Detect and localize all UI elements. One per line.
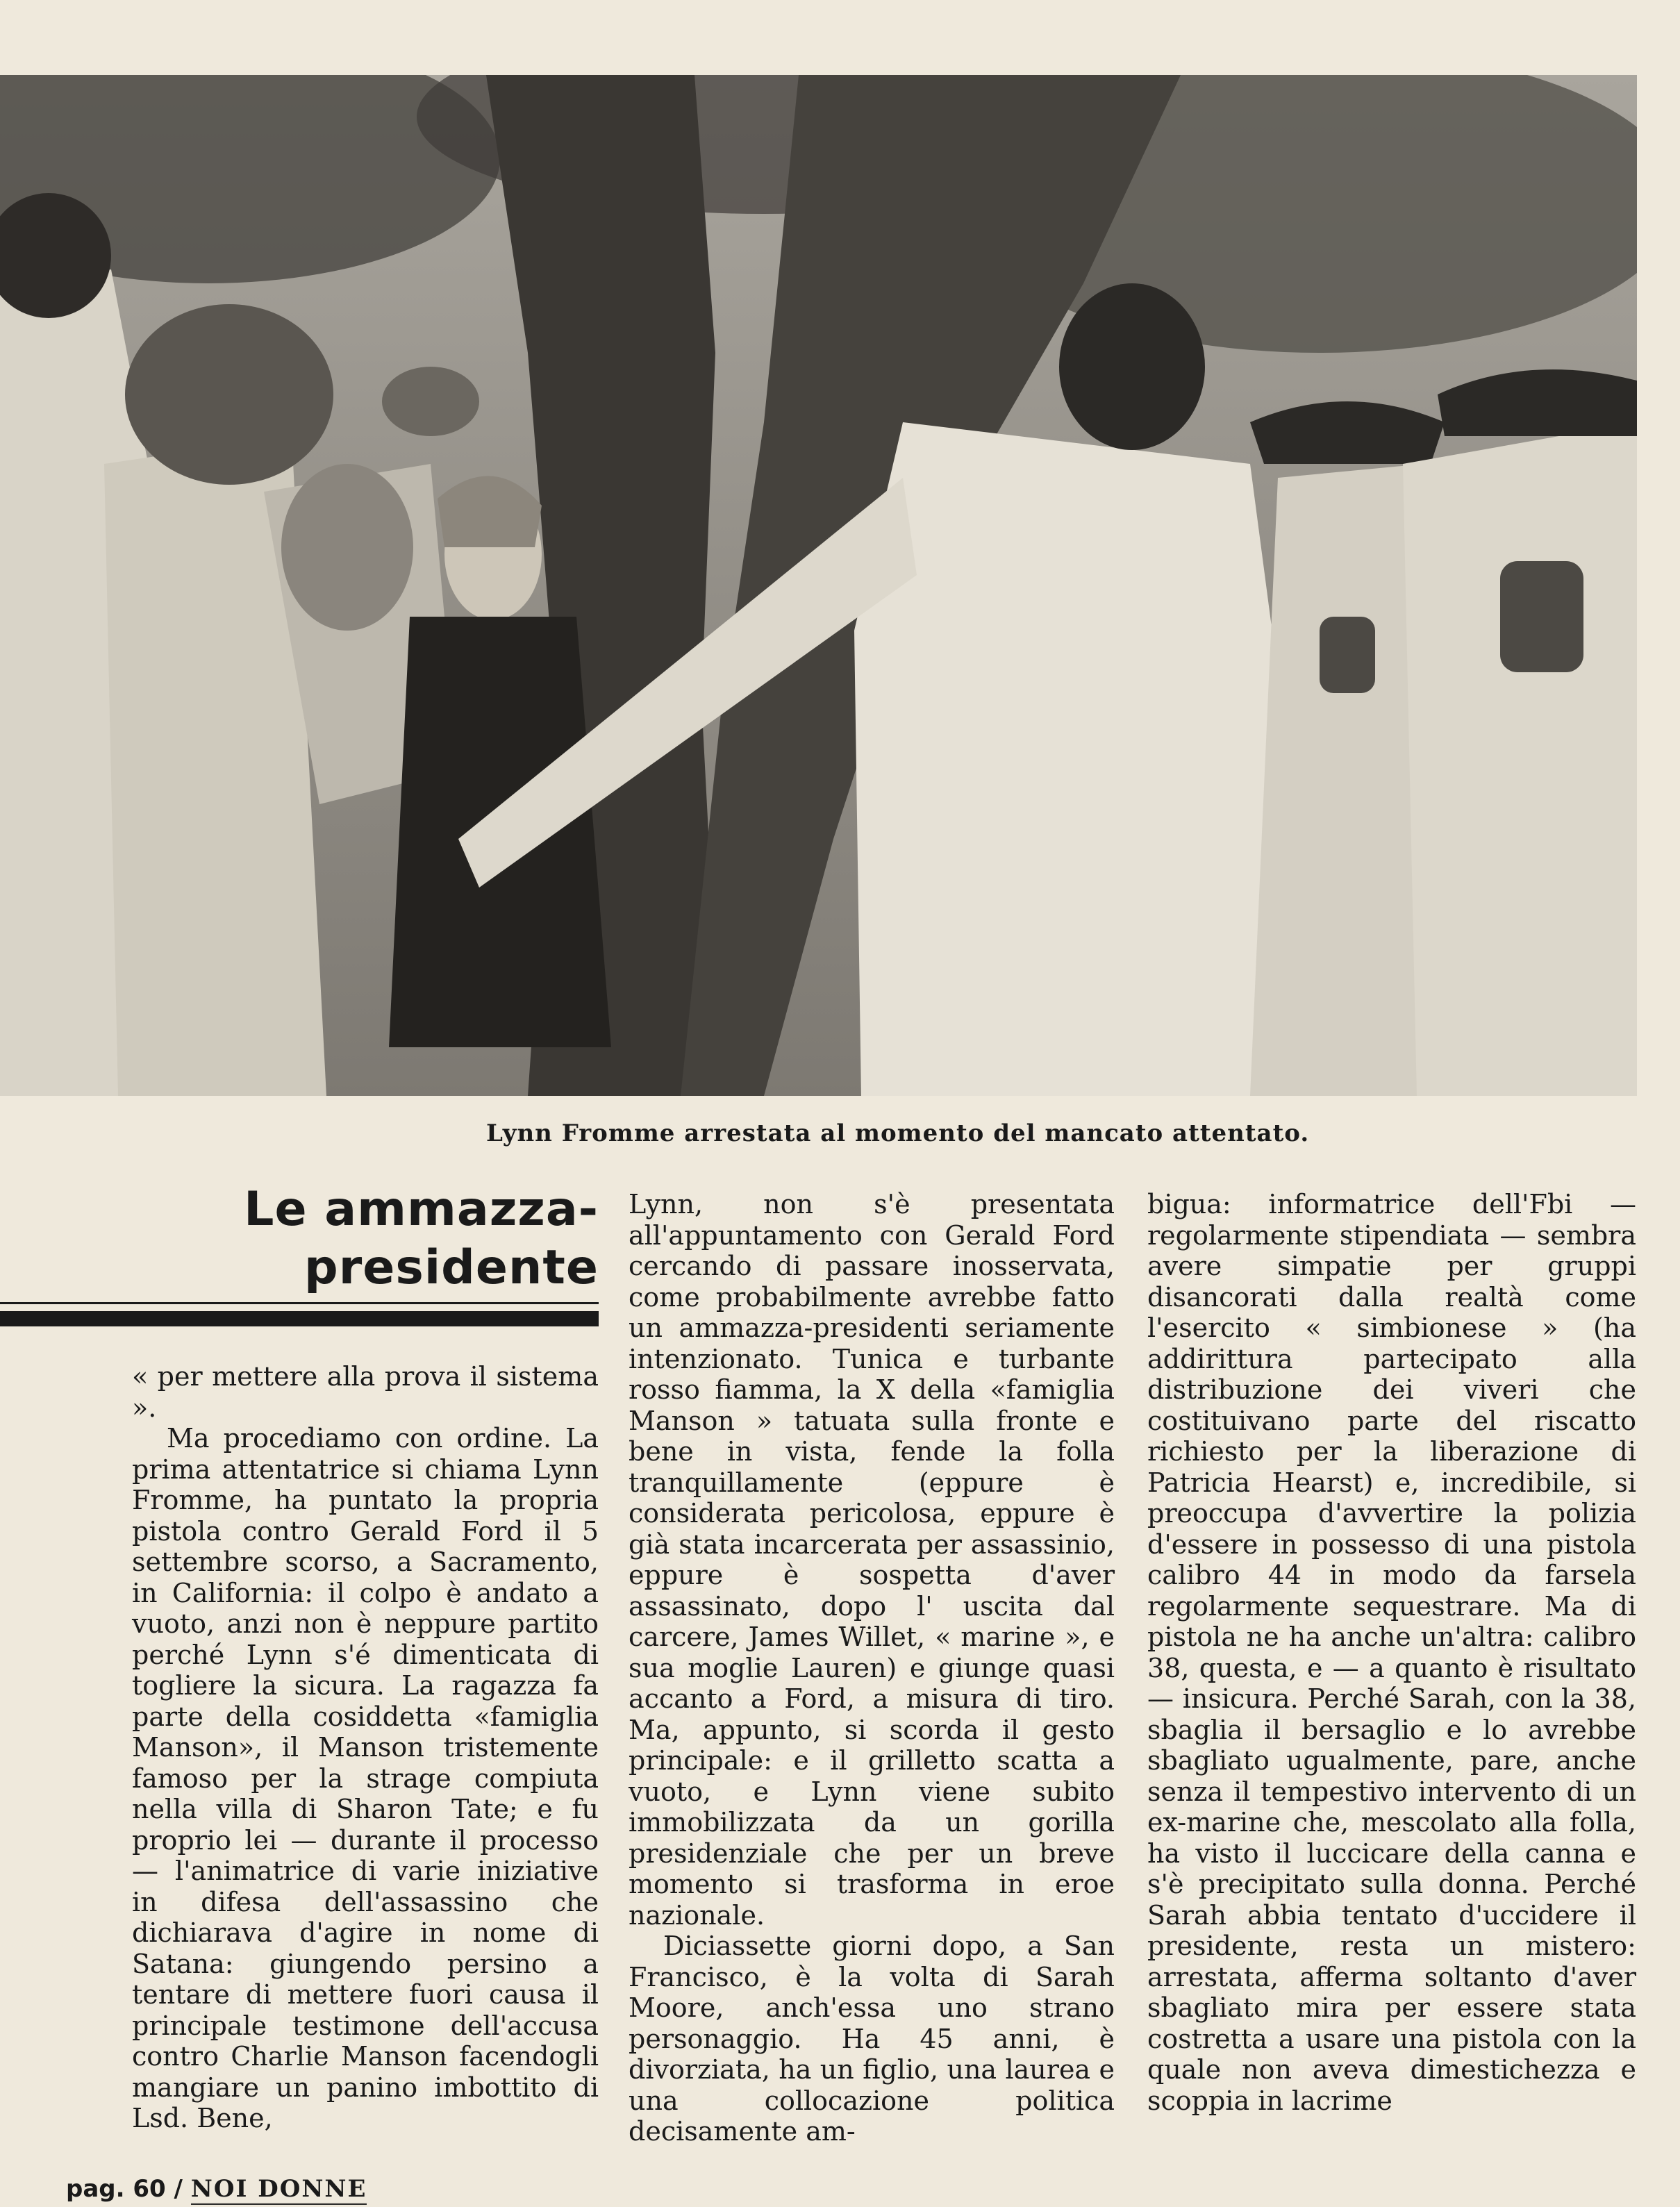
article-column-3 — [1147, 1189, 1636, 2116]
page-number: pag. 60 / — [66, 2175, 183, 2203]
article-column-2 — [629, 1189, 1115, 2147]
page-footer — [66, 2175, 367, 2205]
paragraph: Lynn, non s'è presentata all'appuntamento con Gerald Ford cercando di passare inosservata, come probabilmente avrebbe fatto un ammazza-presidenti seriamente intenzionato. Tunica e turbante rosso fiamma, la X della «famiglia Manson » tatuata sulla fronte e bene in vista, fende la folla tranquillamente (eppure è considerata pericolosa, eppure è già stata incarcerata per assassinio, eppure è sospetta d'aver assassinato, dopo l' uscita dal carcere, James Willet, « marine », e sua moglie Lauren) e giunge quasi accanto a Ford, a misura di tiro. Ma, appunto, si scorda il gesto principale: e il grilletto scatta a vuoto, e Lynn viene subito immobilizzata da un gorilla presidenziale che per un breve momento si trasforma in eroe nazionale. — [629, 1189, 1115, 1931]
arrest-scene-illustration — [0, 75, 1637, 1096]
photo-caption: Lynn Fromme arrestata al momento del mancato attentato. — [486, 1119, 1310, 1147]
article-headline — [0, 1181, 599, 1297]
headline-line-1: Le ammazza- — [244, 1182, 599, 1237]
paragraph: « per mettere alla prova il sistema ». — [132, 1361, 599, 1423]
magazine-logo: NOI DONNE — [191, 2175, 367, 2205]
article-column-1 — [132, 1361, 599, 2134]
headline-rule-thin — [0, 1302, 599, 1304]
headline-rule-thick — [0, 1311, 599, 1326]
paragraph: bigua: informatrice dell'Fbi — regolarmente stipendiata — sembra avere simpatie per gruppi disancorati dalla realtà come l'esercito « simbionese » (ha addirittura partecipato alla distribuzione dei viveri che costituivano parte del riscatto richiesto per la liberazione di Patricia Hearst) e, incredibile, si preoccupa d'avvertire la polizia d'essere in possesso di una pistola calibro 44 in modo da farsela regolarmente sequestrare. Ma di pistola ne ha anche un'altra: calibro 38, questa, e — a quanto è risultato — insicura. Perché Sarah, con la 38, sbaglia il bersaglio e lo avrebbe sbagliato ugualmente, pare, anche senza il tempestivo intervento di un ex-marine che, mescolato alla folla, ha visto il luccicare della canna e s'è precipitato sulla donna. Perché Sarah abbia tentato d'uccidere il presidente, resta un mistero: arrestata, afferma soltanto d'aver sbagliato mira per essere stata costretta a usare una pistola con la quale non aveva dimestichezza e scoppia in lacrime — [1147, 1189, 1636, 2116]
paragraph: Ma procediamo con ordine. La prima attentatrice si chiama Lynn Fromme, ha puntato la propria pistola contro Gerald Ford il 5 settembre scorso, a Sacramento, in California: il colpo è andato a vuoto, anzi non è neppure partito perché Lynn s'é dimenticata di togliere la sicura. La ragazza fa parte della cosiddetta «famiglia Manson», il Manson tristemente famoso per la strage compiuta nella villa di Sharon Tate; e fu proprio lei — durante il processo — l'animatrice di varie iniziative in difesa dell'assassino che dichiarava d'agire in nome di Satana: giungendo persino a tentare di mettere fuori causa il principale testimone dell'accusa contro Charlie Manson facendogli mangiare un panino imbottito di Lsd. Bene, — [132, 1423, 599, 2133]
news-photo — [0, 75, 1637, 1096]
paragraph: Diciassette giorni dopo, a San Francisco, è la volta di Sarah Moore, anch'essa uno strano personaggio. Ha 45 anni, è divorziata, ha un figlio, una laurea e una collocazione politica decisamente am- — [629, 1931, 1115, 2147]
headline-line-2: presidente — [304, 1240, 599, 1295]
